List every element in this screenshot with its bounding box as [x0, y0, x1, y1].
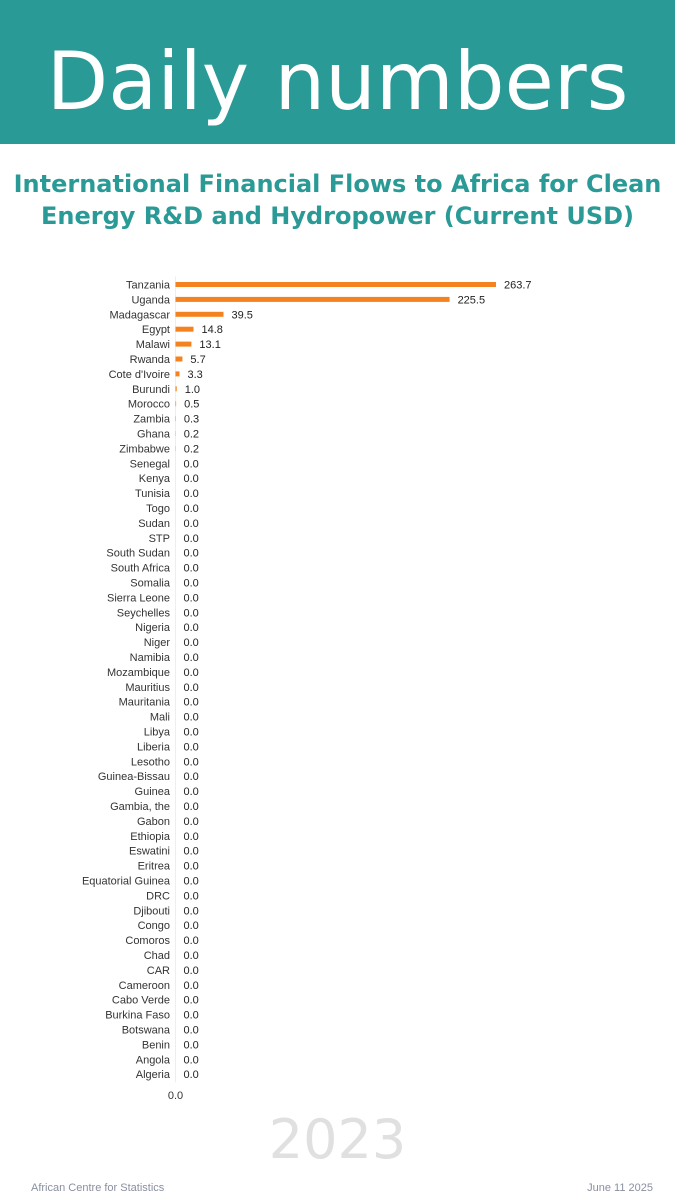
value-label: 0.0 [183, 771, 199, 784]
category-label: Egypt [141, 324, 170, 337]
category-label: Sierra Leone [107, 592, 170, 605]
category-label: Uganda [131, 294, 170, 307]
value-label: 0.0 [183, 860, 199, 873]
category-label: Gabon [136, 815, 170, 828]
value-label: 0.0 [183, 741, 199, 754]
value-label: 0.0 [183, 994, 199, 1007]
category-label: Mali [149, 711, 170, 724]
bar [176, 401, 177, 406]
bar-chart [0, 270, 675, 1110]
bar [176, 282, 497, 287]
category-label: Botswana [121, 1024, 170, 1037]
x-tick-label: 0.0 [167, 1090, 184, 1102]
value-label: 0.0 [183, 875, 199, 888]
category-label: Angola [135, 1054, 170, 1067]
category-label: Zambia [133, 413, 170, 426]
value-label: 0.0 [183, 964, 199, 977]
category-label: Cameroon [118, 979, 170, 992]
value-label: 263.7 [504, 279, 532, 292]
category-label: Ghana [136, 428, 170, 441]
category-label: Chad [143, 950, 170, 962]
category-label: Morocco [127, 398, 170, 411]
category-label: Ethiopia [130, 830, 170, 843]
bar [176, 327, 194, 332]
category-label: Mauritania [118, 696, 170, 709]
category-label: Kenya [138, 473, 170, 486]
category-label: Eswatini [129, 845, 170, 858]
value-label: 0.0 [183, 1054, 199, 1067]
category-label: Sudan [138, 517, 170, 530]
category-label: Nigeria [135, 622, 170, 635]
category-label: Congo [137, 920, 170, 933]
value-label: 0.0 [183, 666, 199, 679]
chart-title: International Financial Flows to Africa for Clean Energy R&D and Hydropower (Current USD) [13, 170, 662, 230]
value-label: 1.0 [184, 383, 201, 396]
year-label: 2023 [268, 1108, 407, 1171]
value-label: 0.0 [183, 562, 199, 575]
value-label: 0.2 [183, 443, 200, 456]
category-label: Guinea-Bissau [97, 771, 170, 784]
value-label: 3.3 [187, 368, 203, 381]
value-label: 0.0 [183, 1039, 199, 1052]
bar [176, 371, 180, 376]
value-label: 0.2 [183, 428, 200, 441]
bar [176, 357, 183, 362]
value-label: 0.0 [183, 801, 199, 813]
value-label: 0.0 [183, 532, 199, 545]
value-label: 0.0 [183, 473, 199, 486]
category-label: Mauritius [125, 681, 170, 694]
category-label: Malawi [135, 339, 170, 352]
category-label: Tunisia [134, 488, 170, 501]
category-label: Benin [141, 1039, 170, 1052]
value-label: 0.0 [183, 592, 199, 605]
category-label: Eritrea [137, 860, 170, 873]
value-label: 0.0 [183, 488, 199, 501]
value-label: 0.3 [183, 413, 200, 426]
bar [176, 297, 450, 302]
value-label: 0.5 [184, 398, 200, 411]
category-label: Niger [143, 637, 170, 650]
category-label: Mozambique [107, 666, 170, 679]
header-title: Daily numbers [46, 35, 629, 128]
value-label: 0.0 [183, 920, 199, 933]
value-label: 0.0 [183, 890, 199, 903]
bar [176, 312, 224, 317]
category-label: Namibia [129, 652, 170, 664]
value-label: 0.0 [183, 905, 199, 918]
category-label: DRC [146, 890, 170, 903]
value-label: 0.0 [183, 577, 199, 590]
value-label: 0.0 [183, 786, 199, 799]
category-label: Algeria [135, 1069, 170, 1082]
value-label: 0.0 [183, 1024, 199, 1037]
category-label: Cabo Verde [111, 994, 170, 1007]
value-label: 14.8 [201, 324, 223, 337]
category-label: Burkina Faso [105, 1009, 170, 1022]
category-label: CAR [146, 964, 170, 977]
value-label: 0.0 [183, 830, 199, 843]
category-label: Somalia [130, 577, 170, 590]
value-label: 0.0 [183, 503, 199, 515]
category-label: Madagascar [109, 309, 170, 322]
category-label: Lesotho [130, 756, 170, 769]
value-label: 0.0 [183, 547, 199, 560]
value-label: 5.7 [190, 354, 206, 366]
header-banner [0, 0, 675, 144]
value-label: 0.0 [183, 681, 199, 694]
category-label: Seychelles [116, 607, 170, 620]
category-label: Togo [146, 503, 170, 515]
category-label: Liberia [136, 741, 170, 754]
value-label: 0.0 [183, 517, 199, 530]
bar [176, 386, 177, 391]
value-label: 0.0 [183, 696, 199, 709]
value-label: 0.0 [183, 756, 199, 769]
value-label: 0.0 [183, 458, 199, 471]
value-label: 39.5 [231, 309, 253, 322]
value-label: 0.0 [183, 1009, 199, 1022]
category-label: Djibouti [133, 905, 170, 918]
value-label: 0.0 [183, 1069, 199, 1082]
value-label: 0.0 [183, 622, 199, 635]
value-label: 0.0 [183, 845, 199, 858]
footer-date: June 11 2025 [587, 1182, 653, 1194]
category-label: Comoros [125, 935, 170, 948]
category-label: Zimbabwe [119, 443, 170, 456]
value-label: 225.5 [457, 294, 486, 307]
value-label: 0.0 [183, 652, 199, 664]
value-label: 0.0 [183, 815, 199, 828]
category-label: South Africa [110, 562, 170, 575]
value-label: 0.0 [183, 607, 199, 620]
category-label: Libya [143, 726, 170, 739]
value-label: 0.0 [183, 950, 199, 962]
category-label: STP [148, 532, 170, 545]
value-label: 0.0 [183, 711, 199, 724]
category-label: Gambia, the [110, 801, 170, 813]
value-label: 0.0 [183, 935, 199, 948]
category-label: Cote d'Ivoire [108, 368, 170, 381]
value-label: 0.0 [183, 979, 199, 992]
category-label: Burundi [132, 383, 170, 396]
category-label: Senegal [129, 458, 170, 471]
value-label: 0.0 [183, 637, 199, 650]
value-label: 0.0 [183, 726, 199, 739]
footer-source: African Centre for Statistics [31, 1182, 165, 1194]
category-label: Guinea [134, 786, 170, 799]
category-label: Tanzania [125, 279, 170, 292]
category-label: South Sudan [106, 547, 170, 560]
value-label: 13.1 [199, 339, 221, 352]
category-label: Rwanda [129, 354, 170, 366]
category-label: Equatorial Guinea [81, 875, 170, 888]
bar [176, 342, 192, 347]
